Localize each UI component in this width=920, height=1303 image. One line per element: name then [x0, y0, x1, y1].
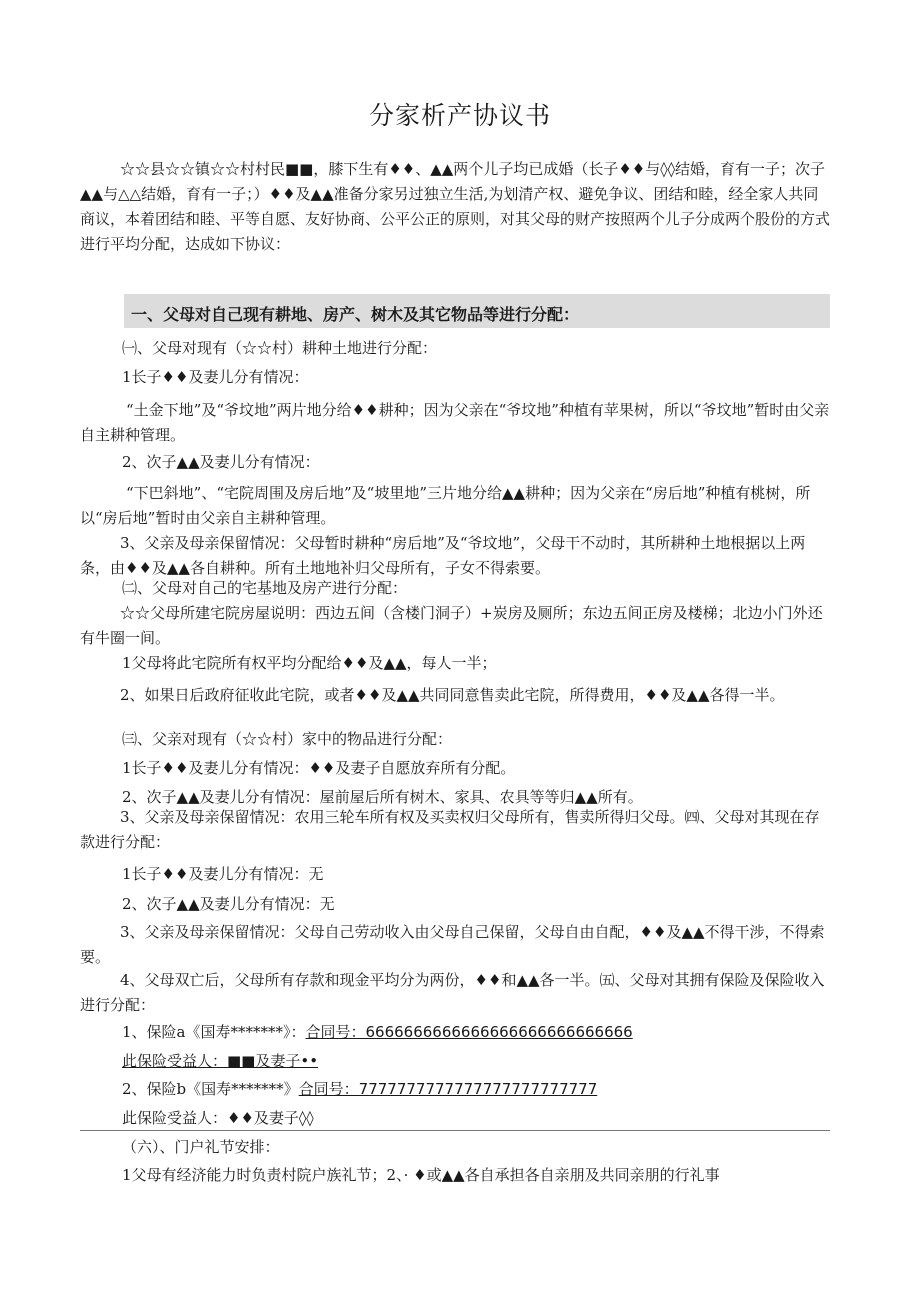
- horizontal-divider: [80, 1130, 830, 1131]
- insurance-a-beneficiary: 此保险受益人：■■及妻子••: [122, 1052, 319, 1070]
- insurance-b-beneficiary: 此保险受益人：♦♦及妻子◊◊: [122, 1109, 314, 1127]
- savings-item-1: 1长子♦♦及妻儿分有情况：无: [122, 865, 324, 883]
- subsection-goods: ㈢、父亲对现有（☆☆村）家中的物品进行分配：: [122, 730, 453, 748]
- savings-item-4: 4、父母双亡后，父母所有存款和现金平均分为两份，♦♦和▲▲各一半。㈤、父母对其拥有保险及保险收入进行分配：: [80, 971, 825, 1014]
- land-younger-text: “下巴斜地”、“宅院周围及房后地”及“坡里地”三片地分给▲▲耕种；因为父亲在“房后地”种植有桃树，所以“房后地”暂时由父亲自主耕种管理。: [80, 484, 811, 527]
- document-title: 分家析产协议书: [368, 101, 551, 130]
- insurance-a-name: 1、保险a《国寿*******》：: [122, 1023, 306, 1041]
- land-parents-text: 3、父亲及母亲保留情况：父母暂时耕种“房后地”及“爷坟地”，父母干不动时，其所耕种土地根据以上两条，由♦♦及▲▲各自耕种。所有土地地补归父母所有，子女不得索要。: [80, 534, 806, 577]
- subsection-land: ㈠、父母对现有（☆☆村）耕种土地进行分配：: [122, 339, 438, 357]
- subsection-etiquette: （六）、门户礼节安排：: [122, 1138, 280, 1156]
- land-eldest-text: “土金下地”及“爷坟地”两片地分给♦♦耕种；因为父亲在“爷坟地”种植有苹果树，所以“爷坟地”暂时由父亲自主耕种管理。: [80, 401, 830, 444]
- house-description: ☆☆父母所建宅院房屋说明：西边五间（含楼门洞子）+炭房及厕所；东边五间正房及楼梯；北边小门外还有牛圈一间。: [80, 604, 823, 647]
- goods-item-3: 3、父亲及母亲保留情况：农用三轮车所有权及买卖权归父母所有，售卖所得归父母。㈣、父母对其现在存款进行分配：: [80, 808, 820, 851]
- section-heading: 一、父母对自己现有耕地、房产、树木及其它物品等进行分配：: [131, 305, 580, 324]
- insurance-b-line: [122, 1079, 597, 1099]
- savings-item-3: 3、父亲及母亲保留情况：父母自己劳动收入由父母自己保留，父母自由自配，♦♦及▲▲不得干涉，不得索要。: [80, 923, 825, 966]
- insurance-a-contract: 合同号：6666666666666666666666666666: [305, 1023, 633, 1041]
- house-item-2: 2、如果日后政府征收此宅院，或者♦♦及▲▲共同同意售卖此宅院，所得费用，♦♦及▲▲各得一半。: [120, 686, 785, 704]
- subsection-house: ㈡、父母对自己的宅基地及房产进行分配：: [122, 579, 408, 597]
- etiquette-item: 1父母有经济能力时负责村院户族礼节；2、· ♦或▲▲各自承担各自亲朋及共同亲朋的行礼事: [122, 1166, 720, 1184]
- intro-paragraph: ☆☆县☆☆镇☆☆村村民■■，膝下生有♦♦、▲▲两个儿子均已成婚（长子♦♦与◊◊结婚，育有一子；次子▲▲与△△结婚，育有一子；）♦♦及▲▲准备分家另过独立生活,为划清产权、避免争议、团结和睦，经全家人共同商议，本着团结和睦、平等自愿、友好协商、公平公正的原则，对其父母的财产按照两个儿子分成两个股份的方式进行平均分配，达成如下协议：: [80, 160, 831, 253]
- house-item-1: 1父母将此宅院所有权平均分配给♦♦及▲▲，每人一半；: [122, 654, 497, 672]
- insurance-b-contract: 合同号：7777777777777777777777777: [298, 1080, 598, 1098]
- goods-item-2: 2、次子▲▲及妻儿分有情况：屋前屋后所有树木、家具、农具等等归▲▲所有。: [122, 788, 643, 806]
- land-younger-heading: 2、次子▲▲及妻儿分有情况：: [122, 453, 320, 471]
- insurance-b-name: 2、保险b《国寿*******》: [122, 1080, 299, 1098]
- savings-item-2: 2、次子▲▲及妻儿分有情况：无: [122, 895, 335, 913]
- goods-item-1: 1长子♦♦及妻儿分有情况：♦♦及妻子自愿放弃所有分配。: [122, 759, 516, 777]
- land-eldest-heading: 1长子♦♦及妻儿分有情况：: [122, 368, 309, 386]
- insurance-a-line: [122, 1022, 633, 1042]
